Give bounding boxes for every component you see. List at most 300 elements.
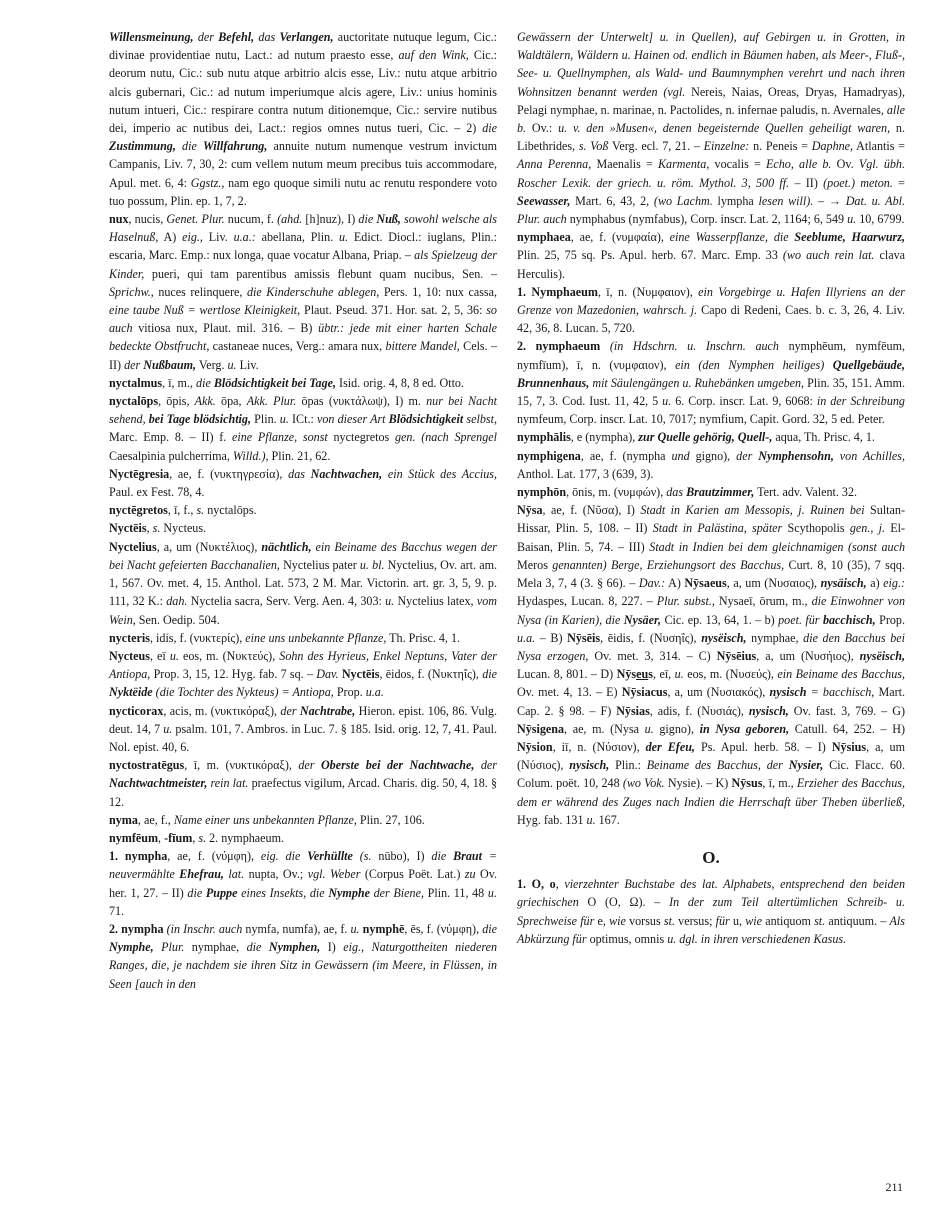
entry-text: die [482,667,497,682]
entry-text: Nȳsias [616,703,650,718]
entry-text: Seewasser, [517,193,571,208]
entry-text: nūbo), I) [371,849,432,864]
entry-text: (die Tochter des Nykteus) = Antiopa, [152,685,334,700]
entry-text: Karmenta, [657,157,710,172]
entry-text: Nycteus [109,648,150,663]
dictionary-entry [109,28,497,210]
entry-text: Plin. 25, 75 sq. Ps. Apul. herb. 67. Marc. Emp. 33 [517,248,783,263]
entry-text: , ae, f., [137,812,174,827]
entry-text: Nȳsēis [567,630,601,645]
dictionary-entry [517,875,905,948]
entry-text: (ahd. [277,212,303,227]
entry-text: Nysie). – K) [664,776,732,791]
entry-text: In der zum Teil altertümlichen Schreib- u. Sprechweise für [517,895,905,928]
entry-text: Ov.: [526,121,559,136]
entry-text: Verlangen, [279,30,334,44]
entry-text: , e (nympha), [570,430,639,445]
entry-text: , ae, f. (νυκτηγρεσία), [169,466,289,481]
entry-text: A) [665,576,685,591]
dictionary-entry [109,629,497,647]
entry-text: Nȳsaeus [684,576,727,591]
entry-text: auf den Wink, [398,48,469,63]
entry-text: I) [320,940,344,955]
entry-text: s. [198,830,207,845]
entry-text: optimus, omnis [586,931,668,946]
dictionary-entry [109,647,497,702]
entry-text: 1. O, o [517,877,556,892]
entry-text: Nȳsa [517,503,543,518]
entry-text: Capo di Redeni, Caes. b. c. 3, 26, 4. Liv. 42, 36, 8. Lucan. 5, 720. [517,303,905,336]
entry-text: nysisch [769,685,807,700]
entry-text: u. [169,648,179,663]
entry-text: gigno), [653,721,700,736]
entry-text: eine Pflanze, sonst [232,430,328,445]
entry-text: Dav. [316,667,339,682]
entry-text: , ae, f. (νυμφαία), [570,230,670,245]
entry-text: Plin. 21, 62. [268,448,331,463]
entry-text: , ae, m. (Nysa [564,721,645,736]
entry-text: nymphabus (nymfabus), Corp. inscr. Lat. 2, 1164; 6, 549 [566,212,848,227]
entry-text: nam ego quoque simili nutu ac renutu respondere voto tuo possum, Plin. ep. 1, 7, 2. [109,175,497,208]
entry-text: der [736,448,759,463]
entry-text: Plin. 35, 151. Amm. 15, 7, 3. Cod. Iust. 11, 42, 5 [517,375,905,409]
entry-text: versus; [674,913,716,928]
entry-text: u. dgl. in ihren verschiedenen Kasus. [667,931,847,946]
entry-text: nyctalmus [109,375,163,390]
entry-text: Prop. 3, 15, 12. Hyg. fab. 7 sq. – [150,667,317,682]
entry-text: nymphigena [517,448,581,463]
entry-text: Nyctelia sacra, Serv. Verg. Aen. 4, 303: [187,594,386,609]
entry-text: vorsus [625,913,664,928]
entry-text: Nymphen, [268,940,321,955]
dictionary-entry [517,447,905,483]
entry-text: Akk. Plur. [246,394,297,409]
entry-text: Ov. fast. 3, 769. – G) [788,703,906,718]
entry-text: Sultan-Hissar, Plin. 5, 108. – II) [517,503,905,536]
entry-text: übtr.: jede mit einer harten Schale bedeckte Obstfrucht, [109,321,497,354]
entry-text: s. [152,521,161,536]
right-column-after-heading [517,875,905,948]
entry-text: (wo auch rein lat. [782,248,875,263]
entry-text: antiquum. – [825,913,890,928]
entry-text: gen., j. [849,521,885,536]
entry-text: Paul. ex Fest. 78, 4. [109,485,205,500]
entry-text: so auch [109,303,497,336]
entry-text: ōpas (νυκτάλωψ), I) m. [296,394,427,409]
entry-text: eos, m. (Νυκτεύς), [178,648,280,663]
entry-text: Nymphe [328,885,370,900]
entry-text: Ehefrau, [179,867,224,882]
entry-text: Verg. ecl. 7, 21. – [608,139,704,154]
entry-text: Nȳs [616,667,637,682]
entry-text: psalm. 101, 7. Ambros. in Luc. 7. § 185. Isid. orig. 12, 7, 41. Paul. Nol. epist. 40, 6. [109,721,497,754]
entry-text: gigno), [689,448,737,463]
entry-text: u. [385,594,395,609]
dictionary-entry [109,702,497,757]
entry-text: , a, um (Νυκτέλιος), [156,539,262,554]
dictionary-entry [517,428,905,446]
entry-text: castaneae nuces, Verg.: amara nux, [209,339,386,354]
entry-text: u. [847,212,857,227]
entry-text: Dat. u. Abl. Plur. auch [517,193,906,227]
entry-text: – B) [535,630,568,645]
entry-text: Quellgebäude, Brunnenhaus, [517,357,905,390]
entry-text: Nachtrabe, [299,703,356,718]
entry-text: Plin.: [609,758,647,773]
entry-text: lat. [223,867,245,882]
entry-text: , ae, f. (nympha [580,448,672,463]
entry-text: Vgl. übh. Roscher Lexik. der griech. u. röm. Mythol. 3, 500 ff. [517,157,905,190]
entry-text: Marc. Emp. 8. – II) f. [109,430,233,445]
entry-text: Als Abkürzung für [517,913,905,946]
entry-text: u.a.: [233,230,256,245]
entry-text: antiquom [762,913,815,928]
entry-text: Nyctēgresia [109,466,170,481]
entry-text: die Kinderschuhe ablegen, [246,284,380,299]
entry-text: Mart. 6, 43, 2, [570,193,654,208]
entry-text: von Achilles, [833,448,905,463]
entry-text: der [474,758,497,773]
entry-text: Nȳsiacus [621,685,668,700]
entry-text: e, [594,913,610,928]
entry-text: Prop. [875,612,905,627]
entry-text: das [288,466,311,481]
entry-text: sowohl welsche als Haselnuß, [109,212,497,245]
entry-text: nymphae, [746,630,804,645]
entry-text: = bacchisch, [806,685,875,700]
entry-text: Cic. Flacc. 60. Colum. poët. 10, 248 [517,758,905,791]
entry-text: u.a. [517,630,536,645]
entry-text: für [715,913,730,928]
entry-text: nupta, Ov.; [244,867,308,882]
entry-text: (wo Lachm. [653,193,713,208]
entry-text: Cic.: deorum nutu, Cic.: sub nutu atque arbitrio alcis esse, Liv.: nutu atque arbitrio alcis gubernari, Cic.: ad nutum imperiumque alcis agere, Liv.: unius hominis nutum intueri, Cic.: respirare contra nutum ditionemque, Cic.: servire nutibus dei, imperio ac nutibus dei, Lact.: regios omnes nutus tueri, Cic. – 2) [109,48,498,136]
entry-text: – II) [789,175,824,190]
dictionary-entry [517,228,905,283]
entry-text: 1. nympha [109,849,168,864]
entry-text: die [246,940,269,955]
entry-text: Nycteus. [160,521,207,536]
right-column-entries [517,28,905,829]
entry-text: , iī, n. (Νύσιον), [552,739,646,754]
entry-text: die [187,885,206,900]
entry-text: Cic. ep. 13, 64, 1. – b) [661,612,779,627]
page-number: 211 [885,1180,903,1194]
entry-text: = [892,175,905,190]
entry-text: Nyctelius [109,539,157,554]
entry-text: u. [279,412,289,427]
entry-text: Anthol. Lat. 177, 3 (639, 3). [517,466,654,481]
dictionary-entry [109,847,497,920]
entry-text: auctoritate nutuque legum, Cic.: divinae providentiae nutu, Lact.: ad nutum praesto esse, [109,30,497,63]
entry-text: abellana, Plin. [255,230,340,245]
left-column [109,28,497,993]
entry-text: Curt. 8, 10 (35), 7 sqq. Mela 3, 7, 4 (3. § 66). – [517,557,905,591]
entry-text: a) [866,576,884,591]
entry-text: ein Beiname des Bacchus, [777,667,905,682]
entry-text: Nȳsion [517,739,553,754]
entry-text: nysëisch, [701,630,747,645]
entry-text: annuite nutum numenque vestrum invictum Campanis, Liv. 7, 30, 2: cum vellem nutum meum precibus tuis accommodare, Apul. met. 6, 4: [109,139,497,190]
entry-text: Caesalpinia pulcherrima, [109,448,233,463]
entry-text: Nȳsigena [517,721,565,736]
entry-text: u. [674,667,684,682]
entry-text: vitiosa nux, Plaut. mil. 316. – B) [132,321,319,336]
entry-text: , eī [149,648,170,663]
entry-text: Nyctelius pater [279,557,360,572]
entry-text: 167. [595,812,620,827]
entry-text: Akk. [194,394,216,409]
entry-text: der [193,30,219,44]
entry-text: Isid. orig. 4, 8, 8 ed. Otto. [336,375,464,390]
entry-text: pueri, qui tam parentibus amissis flebunt quam nucibus, Sen. – [144,266,497,281]
entry-text: Sen. Oedip. 504. [135,612,220,627]
entry-text: Nyctelius, Ov. art. am. 1, 567. Ov. met. 4, 15. Anthol. Lat. 573, 2 M. Mar. Victorin. art. gr. 3, 5, 9. p. 111, 32 K.: [109,557,497,609]
dictionary-entry [109,210,497,374]
entry-text: Willfahrung, [202,139,268,154]
entry-text: ein Vorgebirge u. Hafen Illyriens an der Grenze von Mazedonien, wahrsch. j. [517,284,905,318]
entry-text: eig. die [260,849,308,864]
entry-text: , nucis, [128,212,167,227]
entry-text: bei Tage blödsichtig, [148,412,251,427]
dictionary-entry [517,283,905,338]
entry-text: Plaut. Pseud. 371. Hor. sat. 2, 5, 36: [300,303,487,318]
dictionary-entry [109,501,497,519]
entry-text: , ēs, f. (νύμφη), [404,921,483,936]
entry-text: Zustimmung, [109,139,176,154]
dictionary-entry [517,337,905,428]
entry-text: Edict. Diocl.: iuglans, Plin.: escaria, Marc. Emp.: nux longa, quae vocatur Albana, Priap. – [109,230,497,263]
entry-text: nächtlich, [261,539,312,554]
entry-text: bacchisch, [822,612,876,627]
entry-text: lesen will). [758,193,814,208]
entry-text: Nachtwachtmeister, [109,776,208,791]
entry-text: Ggstz., [190,175,225,190]
entry-text: , [158,830,165,845]
entry-text: ōpa, [215,394,247,409]
entry-text: clava Herculis). [517,248,905,281]
entry-text: , idis, f. (νυκτερίς), [149,630,246,645]
entry-text: A) [158,230,183,245]
entry-text: Pers. 1, 10: nux cassa, [379,284,497,299]
dictionary-entry [517,28,905,228]
entry-text: nycticorax [109,703,164,718]
entry-text: 71. [109,903,125,918]
entry-text: , ī, n. (Νυμφαιον), [597,284,699,299]
entry-text: eig., [182,230,203,245]
entry-text: u. [487,885,497,900]
entry-text: Nysier, [788,758,824,773]
entry-text: Stadt in Indien bei dem gleichnamigen (sonst auch [649,539,905,554]
entry-text: Nymphe, [109,940,154,955]
entry-text: Ο (Ο, Ω). – [578,895,670,910]
dictionary-entry [109,920,497,993]
entry-text: , ae, f. (νύμφη), [167,849,261,864]
entry-text: st. [663,913,675,928]
entry-text: u. [350,921,360,936]
entry-text: nymphēum, nymfēum, nymfīum), ī, n. (νυμφαιον), [517,339,905,372]
dictionary-entry [109,374,497,392]
entry-text: Oberste bei der Nachtwache, [320,758,475,773]
entry-text: Plur. subst., [656,594,715,609]
entry-text: nymfeum, Corp. inscr. Lat. 10, 7017; nymfium, Capit. Gord. 32, 5 ed. Peter. [517,412,885,427]
entry-text: Seeblume, Haarwurz, [794,230,905,245]
entry-text: Sprichw., [109,284,154,299]
entry-text: Puppe [205,885,238,900]
entry-text: als Spielzeug der Kinder, [109,248,497,281]
entry-text: Meros [517,557,553,572]
entry-text: nymphaea [517,230,571,245]
entry-text: u. [163,721,173,736]
entry-text: die [431,849,454,864]
entry-text: Plin. 11, 48 [423,885,488,900]
entry-text: Verhüllte [307,849,353,864]
entry-text: Plin. [251,412,280,427]
entry-text: Nußbaum, [143,357,197,372]
dictionary-entry [109,519,497,537]
entry-text: , [192,830,199,845]
entry-text: Sohn des Hyrieus, Enkel Neptuns, Vater der Antiopa, [109,648,497,682]
entry-text: Liv. [202,230,234,245]
entry-text: u. [586,812,596,827]
entry-text: 6. Corp. inscr. Lat. 9, 6068: [671,394,817,409]
entry-text: Plur. [153,940,185,955]
entry-text: s. [196,503,205,518]
entry-text: 2. nymphaeum [517,339,601,354]
entry-text: eos, m. (Νυσεύς), [683,667,778,682]
entry-text: Dav.: [638,576,666,591]
entry-text: , ēidos, f. (Νυκτηΐς), [379,667,483,682]
entry-text: Stadt in Karien am Messopis, j. Ruinen bei [640,503,865,518]
entry-text: Nysäer, [623,612,662,627]
entry-text: , ae, f. (Νῦσα), I) [542,503,641,518]
entry-text: von dieser Art [317,412,389,427]
entry-text: Scythopolis [782,521,850,536]
entry-text: zur Quelle gehörig, Quell-, [638,430,773,445]
entry-text: , a, um (Νυσιακός), [667,685,770,700]
entry-text: nymfa, numfa), ae, f. [242,921,351,936]
entry-text: u. [227,357,237,372]
entry-text: vocalis = [709,157,766,172]
entry-text: Name einer uns unbekannten Pflanze, [173,812,357,827]
entry-text: Ps. Apul. herb. 58. – I) [694,739,832,754]
entry-text: Blödsichtigkeit [388,412,464,427]
entry-text: in der Schreibung [816,394,905,409]
entry-text: 1. Nymphaeum [517,284,598,299]
entry-text: eine uns unbekannte Pflanze, [245,630,387,645]
entry-text: die [482,121,497,136]
entry-text: (wo Vok. [622,776,665,791]
entry-text: , ōnis, m. (νυμφών), [566,485,667,500]
entry-text: Nereis, Naias, Oreas, Dryas, Hamadryas), Pelagi nymphae, n. marinae, n. Pactolides, n. infernae paludis, n. Avernales, [517,84,905,117]
entry-text: Nyctelius latex, [394,594,477,609]
entry-text: u. bl. [359,557,385,572]
entry-text: , adis, f. (Νυσιάς), [649,703,749,718]
entry-text: der Efeu, [645,739,695,754]
entry-text: (in Inschr. auch [166,921,243,936]
entry-text: eine taube Nuß = wertlose Kleinigkeit, [109,303,301,318]
entry-text: – → [813,193,846,208]
entry-text: nysisch, [569,758,610,773]
entry-text: n. Libethrides, [517,121,905,154]
entry-text: , ī, m. (νυκτικόραξ), [184,758,299,773]
entry-text: nyctēgretos [109,503,168,518]
entry-text: Nachtwachen, [310,466,383,481]
entry-text: Blödsichtigkeit bei Tage, [213,375,337,390]
entry-text: Cels. – II) [109,339,497,372]
section-heading: O. [702,847,720,867]
dictionary-entry [109,756,497,811]
dictionary-entry [109,811,497,829]
entry-text: , ōpis, [158,394,195,409]
entry-text: Prop. [333,685,366,700]
entry-text: der Biene, [369,885,424,900]
entry-text: rein lat. [207,776,249,791]
entry-text: dah. [166,594,188,609]
entry-text: poet. für [778,612,823,627]
entry-text: Nȳsēius [716,648,757,663]
entry-text: eines Insekts, die [237,885,329,900]
entry-text: nymphālis [517,430,571,445]
entry-text: , acis, m. (νυκτικόραξ), [163,703,281,718]
entry-text: nucum, f. [224,212,278,227]
entry-text: nysäisch, [820,576,867,591]
entry-text: die den Bacchus bei Nysa erzogen, [517,630,906,663]
entry-text: der [280,703,300,718]
entry-text: , ī, f., [167,503,197,518]
entry-text: Nuß, [376,212,401,227]
entry-text: Nyctēis [341,667,380,682]
entry-text: die [196,375,214,390]
entry-text: u.a. [365,685,384,700]
entry-text: ein (den Nymphen heiliges) [675,357,833,372]
entry-text: n. Peneis = [749,139,812,154]
entry-text: die Einwohner von Nysa (in Karien), die [517,594,906,627]
entry-text: aqua, Th. Prisc. 4, 1. [772,430,875,445]
entry-text: Ov. met. 4, 13. – E) [517,685,622,700]
entry-text: Braut [453,849,482,864]
entry-text: Hieron. epist. 106, 86. Vulg. deut. 14, 7 [109,703,497,736]
entry-text: Gewässern der Unterwelt] u. in Quellen), auf Gebirgen u. in Grotten, in Waldtälern, Wäldern u. Hainen od. endlich in Bäumen haben, als Meer-, Fluß-, See- u. Quellnymphen, als Wald- und Baumnymphen verehrt und nach ihren Wohnsitzen benannt werden (vgl. [517,30,905,99]
entry-text: u. [644,721,654,736]
entry-text: Beiname des Bacchus, der [646,758,789,773]
entry-text: nux [109,212,129,227]
entry-text: , [555,877,565,892]
entry-text: eine Wasserpflanze, die [669,230,795,245]
dictionary-entry [109,538,497,629]
entry-text: Anna Perenna, [517,157,592,172]
entry-text: nyma [109,812,138,827]
entry-text: , a, um (Νυσήιος), [756,648,860,663]
entry-text: (poet.) meton. [823,175,893,190]
entry-text: Nymphensohn, [758,448,834,463]
entry-text: Genet. Plur. [166,212,225,227]
entry-text: Hydaspes, Lucan. 8, 227. – [517,594,657,609]
entry-text: Lucan. 8, 801. – D) [517,667,617,682]
entry-text: Einzelne: [703,139,750,154]
entry-text: Catull. 64, 252. – H) [789,721,905,736]
entry-text: Nyctēis [109,521,147,536]
dictionary-entry [109,392,497,465]
entry-text: El-Baisan, Plin. 5, 74. – III) [517,521,905,554]
entry-text: (in Hdschrn. u. Inschrn. auch [609,339,779,354]
entry-text: nycteris [109,630,150,645]
entry-text: und [671,448,690,463]
dictionary-entry [109,465,497,501]
entry-text: alle b. [517,102,906,136]
entry-text: die [482,921,497,936]
entry-text: Th. Prisc. 4, 1. [386,630,461,645]
